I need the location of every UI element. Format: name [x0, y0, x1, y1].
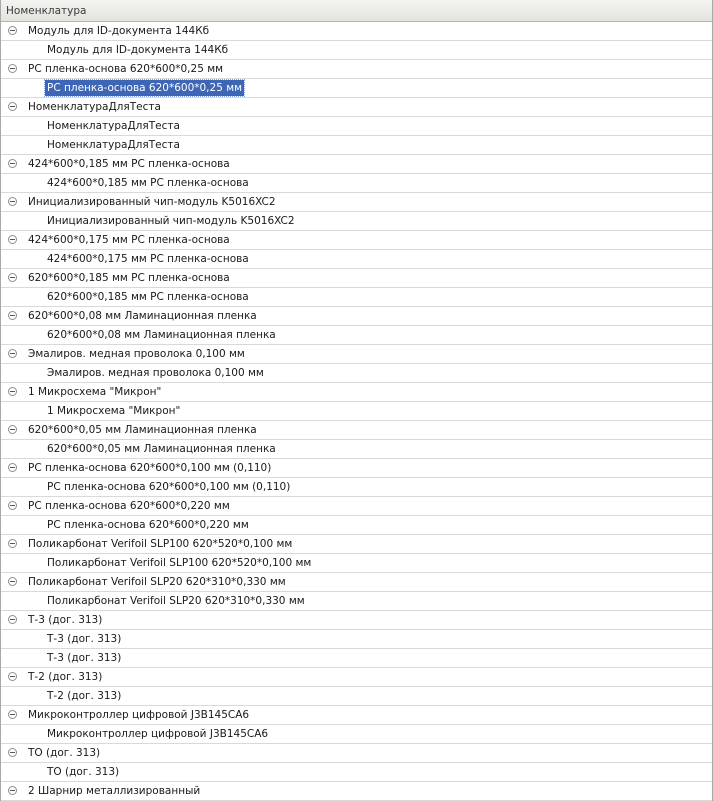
- tree-child-row[interactable]: [1, 364, 712, 383]
- collapse-circle-icon[interactable]: [8, 539, 17, 548]
- tree-child-row[interactable]: [1, 288, 712, 307]
- item-label: Т-2 (дог. 313): [47, 690, 122, 702]
- tree-group-row[interactable]: [1, 744, 712, 763]
- collapse-circle-icon[interactable]: [8, 64, 17, 73]
- tree-child-row[interactable]: [1, 117, 712, 136]
- collapse-circle-icon[interactable]: [8, 425, 17, 434]
- item-label: Модуль для ID-документа 144Кб: [28, 25, 210, 37]
- tree-group-row[interactable]: [1, 155, 712, 174]
- collapse-circle-icon[interactable]: [8, 748, 17, 757]
- tree-child-row[interactable]: [1, 402, 712, 421]
- tree-child-row[interactable]: [1, 250, 712, 269]
- tree-child-row[interactable]: [1, 687, 712, 706]
- collapse-circle-icon[interactable]: [8, 387, 17, 396]
- item-label: 2 Шарнир металлизированный: [28, 785, 201, 797]
- tree-child-row[interactable]: [1, 763, 712, 782]
- tree-child-row[interactable]: [1, 725, 712, 744]
- tree-group-row[interactable]: [1, 421, 712, 440]
- item-label: Поликарбонат Verifoil SLP20 620*310*0,330 мм: [47, 595, 305, 607]
- tree-group-row[interactable]: [1, 782, 712, 801]
- tree-child-row[interactable]: [1, 136, 712, 155]
- collapse-circle-icon[interactable]: [8, 463, 17, 472]
- tree-group-row[interactable]: [1, 459, 712, 478]
- item-label: ТО (дог. 313): [28, 747, 101, 759]
- item-label: Поликарбонат Verifoil SLP100 620*520*0,100 мм: [28, 538, 293, 550]
- item-label: PC пленка-основа 620*600*0,220 мм: [28, 500, 230, 512]
- collapse-circle-icon[interactable]: [8, 786, 17, 795]
- tree-child-row[interactable]: [1, 326, 712, 345]
- tree-group-row[interactable]: [1, 22, 712, 41]
- collapse-circle-icon[interactable]: [8, 501, 17, 510]
- item-label: Поликарбонат Verifoil SLP100 620*520*0,100 мм: [47, 557, 312, 569]
- tree-child-row[interactable]: [1, 554, 712, 573]
- item-label: PC пленка-основа 620*600*0,25 мм: [28, 63, 224, 75]
- collapse-circle-icon[interactable]: [8, 349, 17, 358]
- tree-child-row[interactable]: [1, 516, 712, 535]
- item-label: Инициализированный чип-модуль K5016XC2: [47, 215, 295, 227]
- collapse-circle-icon[interactable]: [8, 26, 17, 35]
- collapse-circle-icon[interactable]: [8, 311, 17, 320]
- item-label: Т-3 (дог. 313): [47, 633, 122, 645]
- collapse-circle-icon[interactable]: [8, 577, 17, 586]
- tree-group-row[interactable]: [1, 383, 712, 402]
- item-label: 620*600*0,05 мм Ламинационная пленка: [28, 424, 257, 436]
- item-label: НоменклатураДляТеста: [28, 101, 161, 113]
- item-label: Эмалиров. медная проволока 0,100 мм: [28, 348, 245, 360]
- collapse-circle-icon[interactable]: [8, 273, 17, 282]
- item-label: 424*600*0,185 мм PC пленка-основа: [28, 158, 230, 170]
- selected-item-label: PC пленка-основа 620*600*0,25 мм: [47, 82, 243, 94]
- item-label: 620*600*0,08 мм Ламинационная пленка: [47, 329, 276, 341]
- item-label: PC пленка-основа 620*600*0,220 мм: [47, 519, 249, 531]
- item-label: 424*600*0,185 мм PC пленка-основа: [47, 177, 249, 189]
- collapse-circle-icon[interactable]: [8, 159, 17, 168]
- tree-group-row[interactable]: [1, 60, 712, 79]
- item-label: Микроконтроллер цифровой J3B145CA6: [28, 709, 250, 721]
- tree-child-row[interactable]: [1, 212, 712, 231]
- collapse-circle-icon[interactable]: [8, 672, 17, 681]
- item-label: 1 Микросхема "Микрон": [47, 405, 181, 417]
- tree-group-row[interactable]: [1, 497, 712, 516]
- item-label: Т-3 (дог. 313): [28, 614, 103, 626]
- item-label: 620*600*0,05 мм Ламинационная пленка: [47, 443, 276, 455]
- item-label: Эмалиров. медная проволока 0,100 мм: [47, 367, 264, 379]
- tree-rows: [1, 22, 712, 801]
- item-label: Поликарбонат Verifoil SLP20 620*310*0,330 мм: [28, 576, 286, 588]
- tree-group-row[interactable]: [1, 535, 712, 554]
- item-label: 424*600*0,175 мм PC пленка-основа: [28, 234, 230, 246]
- item-label: Т-2 (дог. 313): [28, 671, 103, 683]
- tree-group-row[interactable]: [1, 573, 712, 592]
- collapse-circle-icon[interactable]: [8, 235, 17, 244]
- tree-group-row[interactable]: [1, 307, 712, 326]
- item-label: 424*600*0,175 мм PC пленка-основа: [47, 253, 249, 265]
- collapse-circle-icon[interactable]: [8, 197, 17, 206]
- tree-group-row[interactable]: [1, 98, 712, 117]
- tree-child-row[interactable]: [1, 79, 712, 98]
- tree-child-row[interactable]: [1, 649, 712, 668]
- item-label: 620*600*0,185 мм PC пленка-основа: [28, 272, 230, 284]
- item-label: ТО (дог. 313): [47, 766, 120, 778]
- item-label: PC пленка-основа 620*600*0,100 мм (0,110): [28, 462, 272, 474]
- tree-child-row[interactable]: [1, 478, 712, 497]
- tree-child-row[interactable]: [1, 630, 712, 649]
- tree-group-row[interactable]: [1, 706, 712, 725]
- tree-group-row[interactable]: [1, 269, 712, 288]
- item-label: 620*600*0,08 мм Ламинационная пленка: [28, 310, 257, 322]
- item-label: НоменклатураДляТеста: [47, 139, 180, 151]
- tree-group-row[interactable]: [1, 231, 712, 250]
- tree-group-row[interactable]: [1, 668, 712, 687]
- tree-group-row[interactable]: [1, 193, 712, 212]
- collapse-circle-icon[interactable]: [8, 102, 17, 111]
- tree-group-row[interactable]: [1, 345, 712, 364]
- column-header-nomenclature[interactable]: Номенклатура: [1, 0, 712, 22]
- item-label: Инициализированный чип-модуль K5016XC2: [28, 196, 276, 208]
- collapse-circle-icon[interactable]: [8, 615, 17, 624]
- item-label: Модуль для ID-документа 144Кб: [47, 44, 229, 56]
- item-label: НоменклатураДляТеста: [47, 120, 180, 132]
- tree-child-row[interactable]: [1, 174, 712, 193]
- tree-child-row[interactable]: [1, 41, 712, 60]
- item-label: 1 Микросхема "Микрон": [28, 386, 162, 398]
- tree-child-row[interactable]: [1, 592, 712, 611]
- item-label: Т-3 (дог. 313): [47, 652, 122, 664]
- item-label: 620*600*0,185 мм PC пленка-основа: [47, 291, 249, 303]
- tree-child-row[interactable]: [1, 440, 712, 459]
- tree-group-row[interactable]: [1, 611, 712, 630]
- item-label: PC пленка-основа 620*600*0,100 мм (0,110): [47, 481, 291, 493]
- collapse-circle-icon[interactable]: [8, 710, 17, 719]
- item-label: Микроконтроллер цифровой J3B145CA6: [47, 728, 269, 740]
